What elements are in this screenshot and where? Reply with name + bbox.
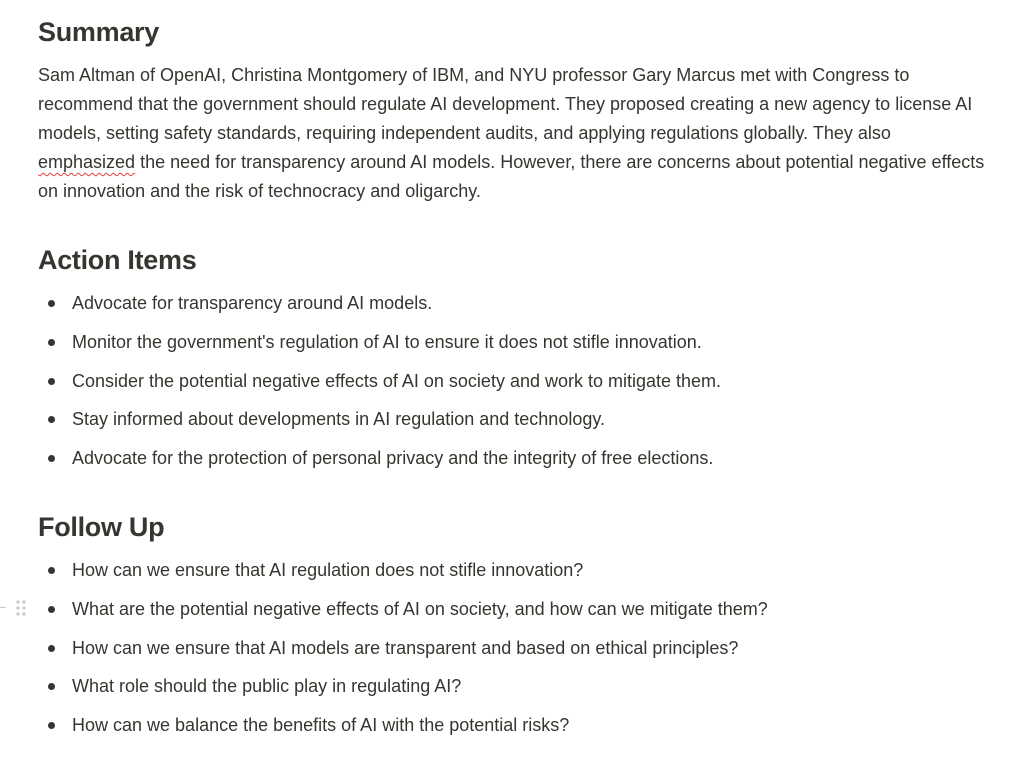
follow-up-heading[interactable]: Follow Up xyxy=(38,512,165,542)
follow-up-item-text: How can we balance the benefits of AI with the potential risks? xyxy=(72,715,570,735)
block-drag-handle[interactable] xyxy=(0,598,30,618)
bullet-icon xyxy=(48,683,55,690)
summary-text-before: Sam Altman of OpenAI, Christina Montgomery of IBM, and NYU professor Gary Marcus met with Congress to recommend that the government should regulate AI development. They proposed creating a new agency to license AI models, setting safety standards, requiring independent audits, and applying regulations globally. They also xyxy=(38,65,973,143)
action-item-text: Advocate for transparency around AI models. xyxy=(72,293,433,313)
spellcheck-word[interactable]: emphasized xyxy=(38,152,136,172)
drag-grip-icon[interactable] xyxy=(16,599,26,617)
follow-up-item[interactable] xyxy=(38,674,768,713)
bullet-icon xyxy=(48,339,55,346)
follow-up-item-text: What are the potential negative effects of AI on society, and how can we mitigate them? xyxy=(72,598,768,619)
follow-up-item[interactable] xyxy=(38,558,768,597)
follow-up-item-text: What role should the public play in regulating AI? xyxy=(72,676,462,697)
follow-up-item-text: How can we ensure that AI regulation does not stifle innovation? xyxy=(72,560,584,580)
action-item[interactable] xyxy=(38,369,721,408)
bullet-icon xyxy=(48,378,55,385)
follow-up-list xyxy=(38,558,768,752)
summary-text-after: the need for transparency around AI models. However, there are concerns about potential negative effects on innovation and the risk of technocracy and oligarchy. xyxy=(38,152,985,201)
bullet-icon xyxy=(48,455,55,462)
action-items-list xyxy=(38,291,721,485)
action-item-text: Stay informed about developments in AI regulation and technology. xyxy=(72,409,606,430)
bullet-icon xyxy=(48,645,55,652)
follow-up-item[interactable] xyxy=(38,636,768,675)
follow-up-item[interactable] xyxy=(38,597,768,636)
bullet-icon xyxy=(48,567,55,574)
action-item[interactable] xyxy=(38,407,721,446)
bullet-icon xyxy=(48,416,55,423)
action-item[interactable] xyxy=(38,330,721,369)
bullet-icon xyxy=(48,722,55,729)
action-item[interactable] xyxy=(38,446,721,485)
bullet-icon xyxy=(48,300,55,307)
summary-paragraph[interactable] xyxy=(38,61,988,206)
action-item[interactable] xyxy=(38,291,721,330)
action-items-heading[interactable]: Action Items xyxy=(38,245,197,275)
bullet-icon xyxy=(48,606,55,613)
block-indicator-line xyxy=(0,607,6,608)
follow-up-item[interactable] xyxy=(38,713,768,752)
action-item-text: Consider the potential negative effects of AI on society and work to mitigate them. xyxy=(72,370,722,391)
action-item-text: Advocate for the protection of personal privacy and the integrity of free elections. xyxy=(72,448,714,468)
summary-heading[interactable]: Summary xyxy=(38,17,159,47)
follow-up-item-text: How can we ensure that AI models are transparent and based on ethical principles? xyxy=(72,637,739,658)
action-item-text: Monitor the government's regulation of AI to ensure it does not stifle innovation. xyxy=(72,331,702,352)
